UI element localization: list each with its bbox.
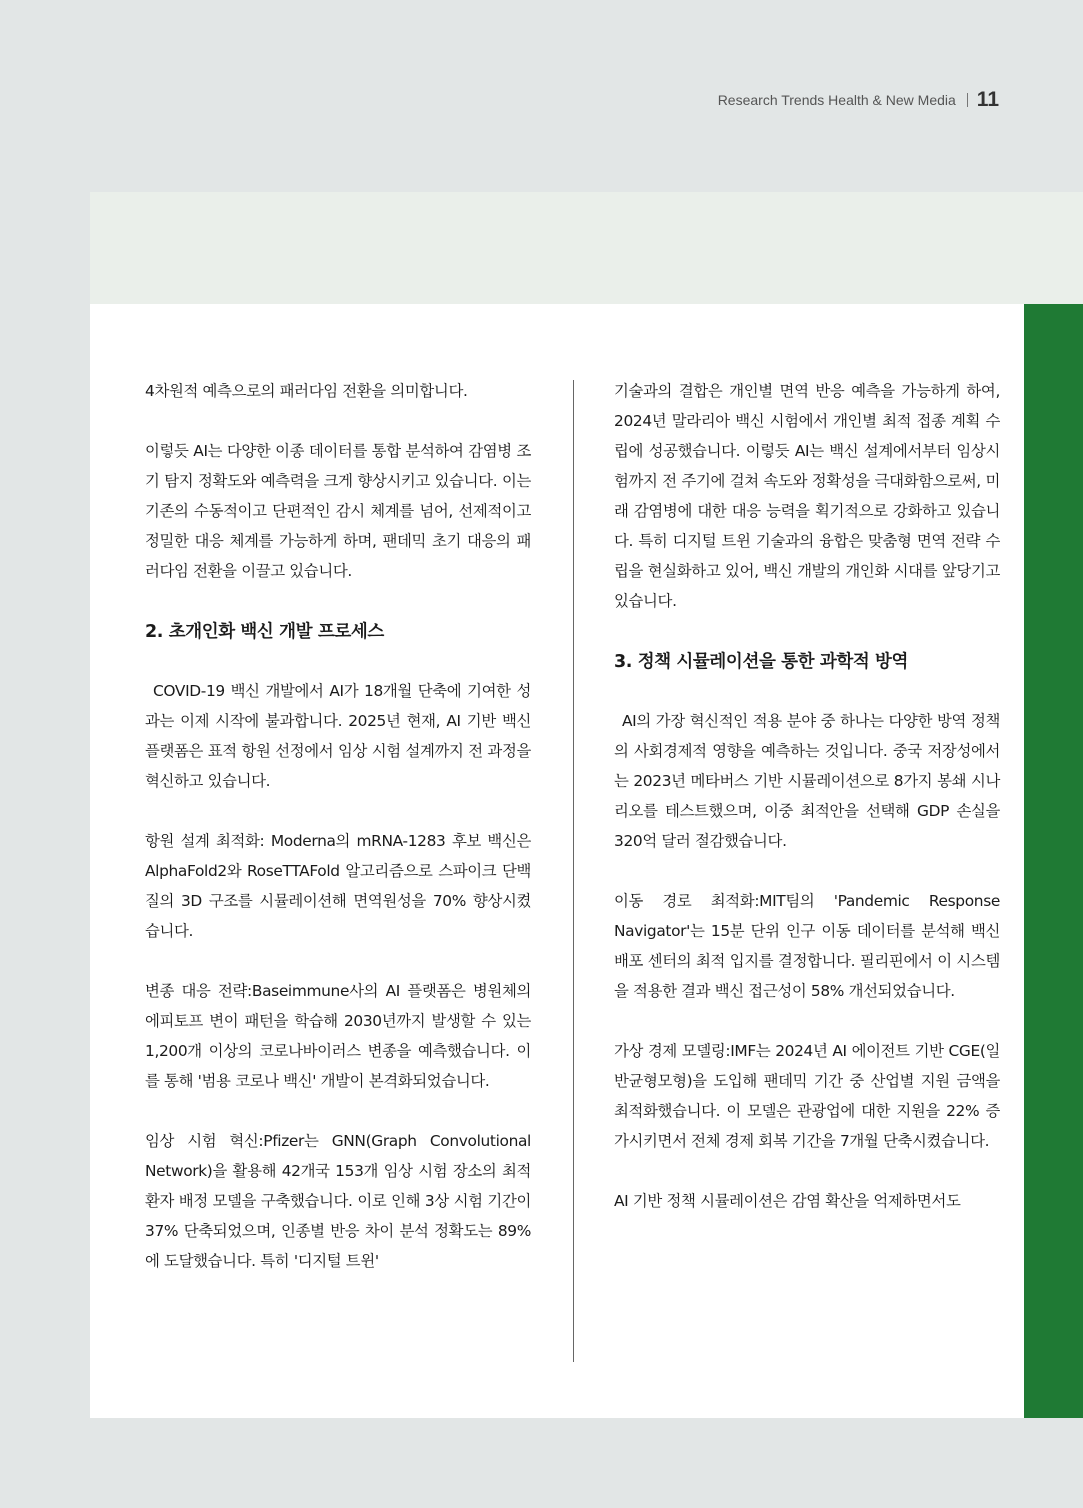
- column-divider: [573, 380, 574, 1362]
- paragraph: 이렇듯 AI는 다양한 이종 데이터를 통합 분석하여 감염병 조기 탐지 정확도와 예측력을 크게 향상시키고 있습니다. 이는 기존의 수동적이고 단편적인 감시 체계를 넘어, 선제적이고 정밀한 대응 체계를 가능하게 하며, 팬데믹 초기 대응의 패러다임 전환을 이끌고 있습니다.: [145, 442, 531, 580]
- header-divider: [967, 93, 968, 107]
- paragraph: 항원 설계 최적화: Moderna의 mRNA-1283 후보 백신은 AlphaFold2와 RoseTTAFold 알고리즘으로 스파이크 단백질의 3D 구조를 시뮬레이션해 면역원성을 70% 향상시켰습니다.: [145, 832, 531, 940]
- page-number: 11: [976, 88, 999, 111]
- paragraph: 가상 경제 모델링:IMF는 2024년 AI 에이전트 기반 CGE(일반균형모형)을 도입해 팬데믹 기간 중 산업별 지원 금액을 최적화했습니다. 이 모델은 관광업에 대한 지원을 22% 증가시키면서 전체 경제 회복 기간을 7개월 단축시켰습니다.: [614, 1042, 1000, 1150]
- right-column: [614, 376, 1000, 1246]
- paragraph: COVID-19 백신 개발에서 AI가 18개월 단축에 기여한 성과는 이제 시작에 불과합니다. 2025년 현재, AI 기반 백신 플랫폼은 표적 항원 선정에서 임상 시험 설계까지 전 과정을 혁신하고 있습니다.: [145, 682, 531, 790]
- section-heading-3: 3. 정책 시뮬레이션을 통한 과학적 방역: [614, 652, 909, 672]
- accent-side-bar: [1024, 304, 1083, 1418]
- running-header: [718, 88, 999, 112]
- section-heading-2: 2. 초개인화 백신 개발 프로세스: [145, 622, 384, 642]
- left-column: [145, 376, 531, 1306]
- paragraph: 기술과의 결합은 개인별 면역 반응 예측을 가능하게 하여, 2024년 말라리아 백신 시험에서 개인별 최적 접종 계획 수립에 성공했습니다. 이렇듯 AI는 백신 설계에서부터 임상시험까지 전 주기에 걸쳐 속도와 정확성을 극대화함으로써, 미래 감염병에 대한 대응 능력을 획기적으로 강화하고 있습니다. 특히 디지털 트윈 기술과의 융합은 맞춤형 면역 전략 수립을 현실화하고 있어, 백신 개발의 개인화 시대를 앞당기고 있습니다.: [614, 382, 1000, 610]
- paragraph: AI 기반 정책 시뮬레이션은 감염 확산을 억제하면서도: [614, 1192, 961, 1210]
- paragraph: 변종 대응 전략:Baseimmune사의 AI 플랫폼은 병원체의 에피토프 변이 패턴을 학습해 2030년까지 발생할 수 있는 1,200개 이상의 코로나바이러스 변종을 예측했습니다. 이를 통해 '범용 코로나 백신' 개발이 본격화되었습니다.: [145, 982, 531, 1090]
- paragraph: 4차원적 예측으로의 패러다임 전환을 의미합니다.: [145, 382, 468, 400]
- paragraph: 임상 시험 혁신:Pfizer는 GNN(Graph Convolutional Network)을 활용해 42개국 153개 임상 시험 장소의 최적 환자 배정 모델을 구축했습니다. 이로 인해 3상 시험 기간이 37% 단축되었으며, 인종별 반응 차이 분석 정확도는 89%에 도달했습니다. 특히 '디지털 트윈': [145, 1132, 531, 1270]
- paragraph: AI의 가장 혁신적인 적용 분야 중 하나는 다양한 방역 정책의 사회경제적 영향을 예측하는 것입니다. 중국 저장성에서는 2023년 메타버스 기반 시뮬레이션으로 8가지 봉쇄 시나리오를 테스트했으며, 이중 최적안을 선택해 GDP 손실을 320억 달러 절감했습니다.: [614, 712, 1000, 850]
- paragraph: 이동 경로 최적화:MIT팀의 'Pandemic Response Navigator'는 15분 단위 인구 이동 데이터를 분석해 백신 배포 센터의 최적 입지를 결정합니다. 필리핀에서 이 시스템을 적용한 결과 백신 접근성이 58% 개선되었습니다.: [614, 892, 1000, 1000]
- decorative-top-band: [90, 192, 1083, 304]
- running-title: Research Trends Health & New Media: [717, 92, 956, 108]
